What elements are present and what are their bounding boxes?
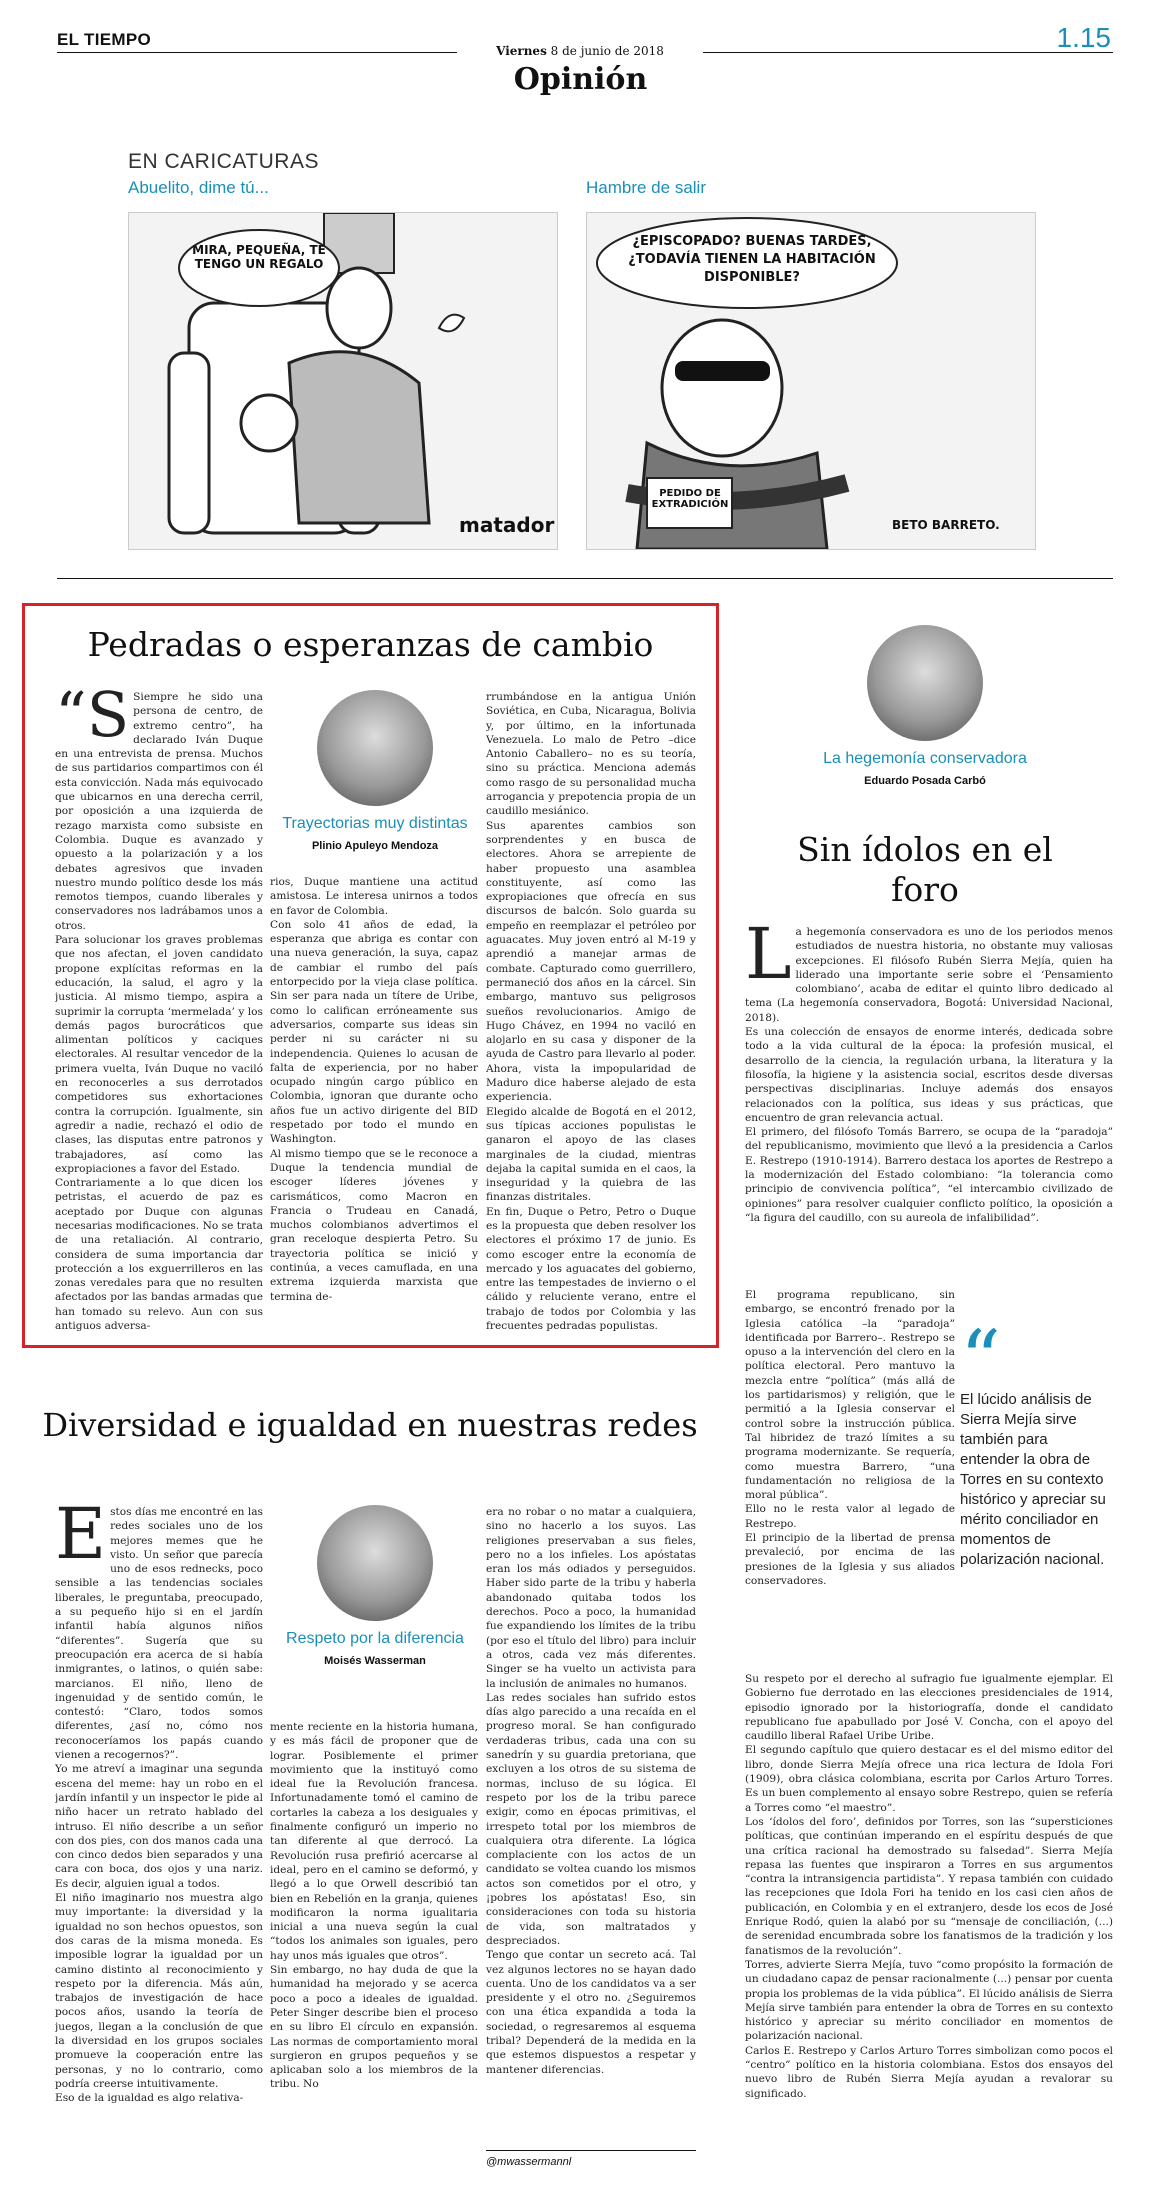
article1-col2-text: rios, Duque mantiene una actitud amistosa. Le interesa unirnos a todos en favor de Colombia. Con solo 41 años de edad, la esperanza que abriga es contar con una nueva generación, la suya, capaz de cambiar el rumbo del país entorpecido por la vieja clase política. Sin ser para nada un títere de Uribe, como lo califican erróneamente sus adversarios, comparte sus ideas sin perder ni su carácter ni su independencia. Quienes lo acusan de falta de experiencia, por no haber ocupado ningún cargo público en Colombia, ignoran que durante ocho años fue un activo dirigente del BID respetado por todo el mundo en Washington. Al mismo tiempo que se le reconoce a Duque la tendencia mundial de escoger líderes jóvenes y carismáticos, como Macron en Francia o Trudeau en Canadá, muchos colombianos advertimos el gran receloque despierta Petro. Su trayectoria política se inició y continúa, a veces camuflada, en una extrema izquierda marxista que termina de- [270, 876, 478, 1303]
date-rest: 8 de junio de 2018 [550, 44, 664, 58]
top-rule-right [703, 52, 1113, 53]
dropcap-e: E [55, 1505, 107, 1575]
article3-pullquote: El lúcido análisis de Sierra Mejía sirve también para entender la obra de Torres en su contexto histórico y apreciar su mérito conciliador en momentos de polarización nacional. [960, 1391, 1106, 1568]
cartoons-heading: EN CARICATURAS [128, 150, 319, 173]
cartoon-right [586, 212, 1036, 550]
article2-col2-text: mente reciente en la historia humana, y es más fácil de proponer que de lograr. Posiblemente el primer movimiento que la instituyó como ideal fue la Revolución francesa. Infortunadamente tomó el camino de cortarles la cabeza a los desiguales y finalmente configuró un imperio no tan diferente al que derrocó. La Revolución rusa prefirió acercarse al ideal, pero en el camino se deformó, y llegó a lo que Orwell describió tan bien en Rebelión en la granja, quienes modificaron la norma igualitaria inicial a una nueva según la cual “todos los animales son iguales, pero hay unos más iguales que otros”. Sin embargo, no hay duda de que la humanidad ha mejorado y se acerca poco a poco a ideales de igualdad. Peter Singer describe bien el proceso en su libro El círculo en expansión. Las normas de comportamiento moral surgieron en grupos pequeños y se aplicaban solo a los miembros de la tribu. No [270, 1721, 478, 2091]
top-rule-left [57, 52, 457, 53]
article3-bottom-text: Su respeto por el derecho al sufragio fue igualmente ejemplar. El Gobierno fue derrotado en las elecciones presidenciales de 1914, episodio ignorado por la historiografía, donde el candidato republicano fue apabullado por José V. Concha, con el apoyo del caudillo liberal Rafael Uribe Uribe. El segundo capítulo que quiero destacar es el del mismo editor del libro, donde Sierra Mejía ofrece una rica lectura de Idola Fori (1909), obra clásica colombiana, escrita por Carlos Arturo Torres. Es un buen complemento al ensayo sobre Restrepo, quien se refería a Torres como “el maestro”. Los ‘ídolos del foro’, definidos por Torres, son las “supersticiones políticas, que continúan imperando en el espíritu después de que una crítica racional ha demostrado su falsedad”. Sierra Mejía repasa las fuentes que inspiraron a Torres en sus argumentos “contra la intransigencia partidista”. Y repasa también con cuidado las recepciones que Idola Fori ha tenido en los casi cien años de publicación, en Colombia y en el extranjero, desde los ecos de José Enrique Rodó, quien la alabó por su “mensaje de conciliación, (...) de serenidad encumbrada sobre los fanatismos de la tradición y los fanatismos de la revolución”. Torres, advierte Sierra Mejía, tuvo “como propósito la formación de un ciudadano capaz de pensar racionalmente (...) pensar por cuenta propia los problemas de la vida pública”. El lúcido análisis de Sierra Mejía sirve también para entender la obra de Torres en su contexto histórico y apreciar su mérito conciliador en momentos de polarización nacional. Carlos E. Restrepo y Carlos Arturo Torres simbolizan como pocos el “centro” político en la historia colombiana. Estos dos ensayos del nuevo libro de Rubén Sierra Mejía ayudan a revalorar su significado. [745, 1673, 1113, 2100]
cartoons-bottom-rule [57, 578, 1113, 579]
cartoon-left-signature: matador [459, 513, 555, 537]
article1-headline: Pedradas o esperanzas de cambio [87, 625, 654, 664]
article2-column-1 [55, 1505, 263, 2175]
article2-col1-text: stos días me encontré en las redes sociales uno de los mejores memes que he visto. Un señor que parecía uno de esos rednecks, poco sensible a las tendencias sociales liberales, le preguntaba, preocupado, a su pequeño hijo si en el jardín infantil había algunos niños “diferentes”. Sugería que su preocupación era acerca de si había inmigrantes, o latinos, o quién sabe: marcianos. El niño, lleno de ingenuidad y de sentido común, le contestó: “Claro, todos somos diferentes, ¿así no, cómo nos reconoceríamos los papás cuando vienen a recogernos?”. Yo me atreví a imaginar una segunda escena del meme: hay un robo en el jardín infantil y un inspector le pide al niño hacer un retrato hablado del intruso. El niño describe a un señor con dos pies, con dos manos cada una con cinco dedos bien separados y una cara con boca, dos ojos y una nariz. Es decir, alguien igual a todos. El niño imaginario nos muestra algo muy importante: la diversidad y la igualdad no son hechos opuestos, son dos caras de la misma moneda. Es imposible lograr la igualdad por un camino distinto al reconocimiento y respeto por la diferencia. Más aún, trabajos de investigación de hace pocos años, usando la teoría de juegos, llegan a la conclusión de que la diversidad en los grupos sociales promueve la cooperación entre las personas, y no lo contrario, como podría creerse intuitivamente. Eso de la igualdad es algo relativa- [55, 1506, 263, 2105]
author-photo-plinio [317, 690, 433, 806]
cartoon-left-caption: Abuelito, dime tú... [128, 178, 269, 197]
date-weekday: Viernes [496, 44, 547, 58]
article3-bottom-text-block [745, 1672, 1113, 2177]
article2-col3-text: era no robar o no matar a cualquiera, sino no hacerlo a los suyos. Las religiones preservaban a sus fieles, pero no a los infieles. Los apóstatas eran los más odiados y perseguidos. Haber sido parte de la tribu y haberla abandonado quitaba todos los derechos. Poco a poco, la humanidad fue expandiendo los límites de la tribu (por eso el título del libro) para incluir a otros, cada vez más diferentes. Singer se ha vuelto un activista para la inclusión de animales no humanos. Las redes sociales han sufrido estos días algo parecido a una recaída en el progreso moral. Se han configurado verdaderas tribus, cada una con su sanedrín y su guardia pretoriana, que excluyen a los otros de su sistema de normas, incluso de su lógica. El respeto por los de la tribu parece exigir, como en épocas primitivas, el irrespeto total por los miembros de cualquiera otra diferente. La lógica complaciente con los actos de un candidato se voltea cuando los mismos actos son cometidos por el otro, y ¡pobres los apóstatas! Eso, sin consideraciones con toda su historia de vida, son maltratados y despreciados. Tengo que contar un secreto acá. Tal vez algunos lectores no se hayan dado cuenta. Uno de los candidatos va a ser presidente y el otro no. ¿Seguiremos con una ética expandida a toda la sociedad, o regresaremos al esquema tribal? Dependerá de la medida en la que estemos dispuestos a respetar y mantener diferencias. [486, 1506, 696, 2076]
article1-col1-text: Siempre he sido una persona de centro, de extremo centro”, ha declarado Iván Duque en una entrevista de prensa. Muchos de sus partidarios compartimos con él esta convicción. Nada más equivocado que ubicarnos en una derecha cerril, por oposición a una izquierda de rezago marxista como subsiste en Colombia. Duque es avanzado y opuesto a la polarización y a los debates agresivos que invaden nuestro mundo político desde los más remotos tiempos, cuando liberales y conservadores nos ladrábamos unos a otros. Para solucionar los graves problemas que nos afectan, el joven candidato propone explícitas reformas en la educación, la salud, el agro y la justicia. Al mismo tiempo, aspira a suprimir la corrupta ‘mermelada’ y los demás pagos burocráticos que alimentan políticos y caciques electorales. Al resultar vencedor de la primera vuelta, Iván Duque no vaciló en reconocerles a sus derrotados competidores sus exhortaciones contra la corrupción. Igualmente, sin agredir a nadie, rechazó el odio de clases, las disputas entre patronos y trabajadores, así como las expropiaciones a favor del Estado. Contrariamente a lo que dicen los petristas, el acuerdo de paz es aceptado por Duque con algunas necesarias modificaciones. No se trata de una retaliación. Al contrario, considera de suma importancia dar protección a los exguerrilleros en las zonas veredales para que no resulten afectados por las bandas armadas que han tomado su relevo. Aun con sus antiguos adversa- [55, 691, 263, 1333]
article2-headline: Diversidad e igualdad en nuestras redes [42, 1406, 698, 1444]
author-photo-eduardo [867, 625, 983, 741]
article1-author: Plinio Apuleyo Mendoza [311, 840, 439, 852]
article2-author: Moisés Wasserman [324, 1655, 426, 1667]
section-title: Opinión [513, 62, 648, 97]
article1-column-2 [270, 875, 478, 1340]
article2-column-title: Respeto por la diferencia [286, 1630, 464, 1647]
dropcap-l: L [745, 925, 792, 995]
article1-author-box [270, 690, 480, 852]
article3-headline: Sin ídolos en el foro [797, 830, 1053, 909]
article3-column-title: La hegemonía conservadora [823, 750, 1027, 767]
article3-mid-text: El programa republicano, sin embargo, se encontró frenado por la Iglesia católica –la “paradoja” identificada por Barrero–. Restrepo se opuso a la intervención del clero en la política electoral. Pero mantuvo la mezcla entre “política” (más allá de los partidarismos) y religión, que le permitió a la Iglesia conservar el control sobre la instrucción pública. Tal hibridez de trazó límites a su programa modernizante. Se requería, como muestra Barrero, “una fundamentación no religiosa de la moral pública”. Ello no le resta valor al legado de Restrepo. El principio de la libertad de prensa prevaleció, por encima de las presiones de la Iglesia y sus aliados conservadores. [745, 1289, 955, 1587]
article2-column-3 [486, 1505, 696, 2145]
dropcap-quote: “S [55, 690, 130, 751]
article2-signoff-rule [486, 2150, 696, 2151]
cartoon-right-bubble: ¿EPISCOPADO? BUENAS TARDES, ¿TODAVÍA TIENEN LA HABITACIÓN DISPONIBLE? [628, 234, 876, 285]
article3-author: Eduardo Posada Carbó [864, 775, 986, 787]
article2-column-2 [270, 1720, 478, 2175]
brand-logo: EL TIEMPO [57, 30, 152, 49]
article3-author-box [780, 625, 1070, 787]
article2-twitter: @mwassermannl [486, 2156, 572, 2168]
cartoon-right-sign: PEDIDO DE EXTRADICIÓN [651, 488, 729, 510]
cartoon-left [128, 212, 558, 550]
article2-author-box [270, 1505, 480, 1667]
cartoon-right-signature: BETO BARRETO. [892, 518, 1000, 532]
page-number: 1.15 [1056, 22, 1111, 53]
author-photo-moises [317, 1505, 433, 1621]
article3-mid-text-block [745, 1288, 955, 1668]
article1-col3-text: rrumbándose en la antigua Unión Soviética, en Cuba, Nicaragua, Bolivia y, por último, en la infortunada Venezuela. Lo malo de Petro –dice Antonio Caballero– no es su teoría, sino su práctica. Menciona además como rasgo de su personalidad mucha arrogancia y prepotencia propia de un caudillo mesiánico. Sus aparentes cambios son sorprendentes y en busca de electores. Ahora se arrepiente de haber propuesto una asamblea constituyente, así como las expropiaciones que ofrecía en sus discursos de balcón. Solo guarda su empeño en reemplazar el petróleo por aguacates. Muy joven entró al M-19 y aprendió a manejar armas de combate. Capturado como guerrillero, permaneció dos años en la cárcel. Sin embargo, mantuvo sus peligrosos sueños revolucionarios. Amigo de Hugo Chávez, en 1994 no vaciló en alojarlo en su casa y disponer de la ayuda de Castro para llevarlo al poder. Ahora, vista la impopularidad de Maduro dice haberse alejado de esta experiencia. Elegido alcalde de Bogotá en el 2012, sus típicas acciones populistas le ganaron el apoyo de las clases marginales de la ciudad, mientras dejaba la capital sumida en el caos, la inseguridad y la quiebra de las finanzas distritales. En fin, Duque o Petro, Petro o Duque es la propuesta que deben resolver los electores el próximo 17 de junio. Es como escoger entre la economía de mercado y los aguacates del gobierno, entre las tempestades de invierno o el cálido y relucientе verano, entre el trabajo de todos por Colombia y las frecuentes pedradas populistas. [486, 691, 696, 1333]
article1-column-1 [55, 690, 263, 1340]
article1-column-3 [486, 690, 696, 1340]
article3-top-text: a hegemonía conservadora es uno de los periodos menos estudiados de nuestra historia, no obstante muy valiosas excepciones. El filósofo Rubén Sierra Mejía, quien ha liderado una importante serie sobre el ‘Pensamiento colombiano’, acaba de editar el quinto libro dedicado al tema (La hegemonía conservadora, Bogotá: Universidad Nacional, 2018). Es una colección de ensayos de enorme interés, dedicada sobre todo a la vida cultural de la época: la profesión musical, el desarrollo de la ciencia, la regulación urbana, la literatura y la filosofía, la higiene y la asistencia social, escritos desde diversas perspectivas disciplinarias. Incluye además dos ensayos relacionados con la política, sus ideas y sus prácticas, que encuentro de gran relevancia actual. El primero, del filósofo Tomás Barrero, se ocupa de la “paradoja” del republicanismo, movimiento que llevó a la presidencia a Carlos E. Restrepo (1910-1914). Barrero destaca los aportes de Restrepo a la modernización del Estado colombiano: “la tolerancia como principio de convivencia política”, “el intercambio civilizado de opiniones” para resolver cualquier conflicto político, la oposición a “la figura del caudillo, con su aureola de infalibilidad”. [745, 926, 1113, 1224]
date-line [450, 44, 710, 58]
cartoon-left-bubble: MIRA, PEQUEÑA, TE TENGO UN REGALO [192, 243, 326, 271]
article1-column-title: Trayectorias muy distintas [282, 815, 468, 832]
cartoon-right-caption: Hambre de salir [586, 178, 706, 197]
pullquote-icon: “ [960, 1313, 1001, 1406]
article3-top-text-block [745, 925, 1113, 1280]
